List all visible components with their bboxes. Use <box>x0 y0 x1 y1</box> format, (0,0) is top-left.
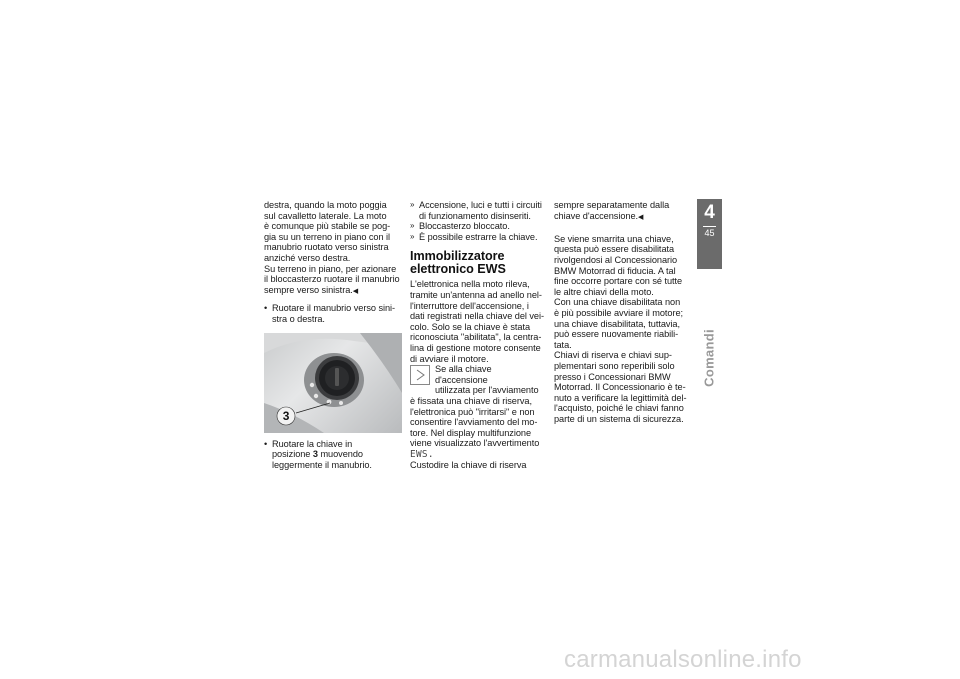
warning-code: EWS. <box>410 448 434 460</box>
text-column-3 <box>554 200 691 424</box>
text-column-1 <box>264 200 402 470</box>
hint-box: Se alla chiave d'accensione utilizzata per l'avviamento è fissata una chiave di riserva, l'elettronica può "irritarsi" e non consentire l'avviamento del mo- tore. Nel display multifunzione viene visualizzato l'avvertimento EWS. Custodire la chiave di riserva <box>410 364 540 471</box>
ignition-lock-photo <box>264 333 402 433</box>
text-column-2 <box>410 200 545 471</box>
additional-keys-paragraph: Chiavi di riserva e chiavi sup- plementari sono reperibili solo presso i Concessionari BMW Motorrad. Il Concessionario è te- nuto a verificare la legittimità del- l'acquisto, poiché le chiavi fanno parte di un sistema di sicurezza. <box>554 350 687 424</box>
chapter-title-vertical: Comandi <box>701 329 717 387</box>
result-arrow-icon: » <box>410 231 415 241</box>
ews-description: L'elettronica nella moto rileva, tramite un'antenna ad anello nel- l'interruttore dell'accensione, i dati registrati nella chiave del vei- colo. Solo se la chiave è stata riconosciuta "abilitata", la centra- lina di gestione motore consente di avviare il motore. <box>410 279 544 364</box>
spare-key-paragraph: sempre separatamente dalla chiave d'accensione.◀ <box>554 200 670 221</box>
instruction-bullet: • Ruotare il manubrio verso sini- stra o destra. <box>264 303 396 324</box>
disabled-key-paragraph: Con una chiave disabilitata non è più possibile avviare il motore; una chiave disabilitata, tuttavia, può essere nuovamente riabili- tata. <box>554 297 684 350</box>
page-number: 45 <box>704 228 715 238</box>
photo-callout-label: 3 <box>282 408 290 423</box>
end-marker-icon: ◀ <box>638 213 644 221</box>
watermark: carmanualsonline.info <box>564 646 802 673</box>
steering-lock-paragraph: Su terreno in piano, per azionare il bloccasterzo ruotare il manubrio sempre verso sinistra.◀ <box>264 263 400 295</box>
bullet-icon: • <box>264 303 268 314</box>
end-marker-icon: ◀ <box>352 287 359 295</box>
lost-key-paragraph: Se viene smarrita una chiave, questa può essere disabilitata rivolgendosi al Concessionario BMW Motorrad di fiducia. A tal fine occorre portare con sé tutte le altre chiavi della moto. <box>554 233 683 297</box>
result-item: » Accensione, luci e tutti i circuiti di funzionamento disinseriti. <box>410 200 542 221</box>
chapter-tab <box>697 199 722 269</box>
result-arrow-icon: » <box>410 221 415 231</box>
callout-reference: 3 <box>312 449 318 460</box>
result-arrow-icon: » <box>410 200 415 209</box>
chapter-number: 4 <box>704 202 715 223</box>
section-heading: Immobilizzatore elettronico EWS <box>410 249 506 277</box>
bullet-icon: • <box>264 438 268 449</box>
instruction-bullet: • Ruotare la chiave in posizione 3 muovendo leggermente il manubrio. <box>264 438 372 470</box>
result-item: » Bloccasterzo bloccato. <box>410 221 510 232</box>
chapter-divider <box>703 226 716 227</box>
intro-paragraph: destra, quando la moto poggia sul cavalletto laterale. La moto è comunque più stabile se pog- gia su un terreno in piano con il manubrio ruotato verso sinistra anziché verso destra. <box>264 200 391 263</box>
result-item: » È possibile estrarre la chiave. <box>410 231 538 242</box>
hint-triangle-icon <box>410 365 430 385</box>
